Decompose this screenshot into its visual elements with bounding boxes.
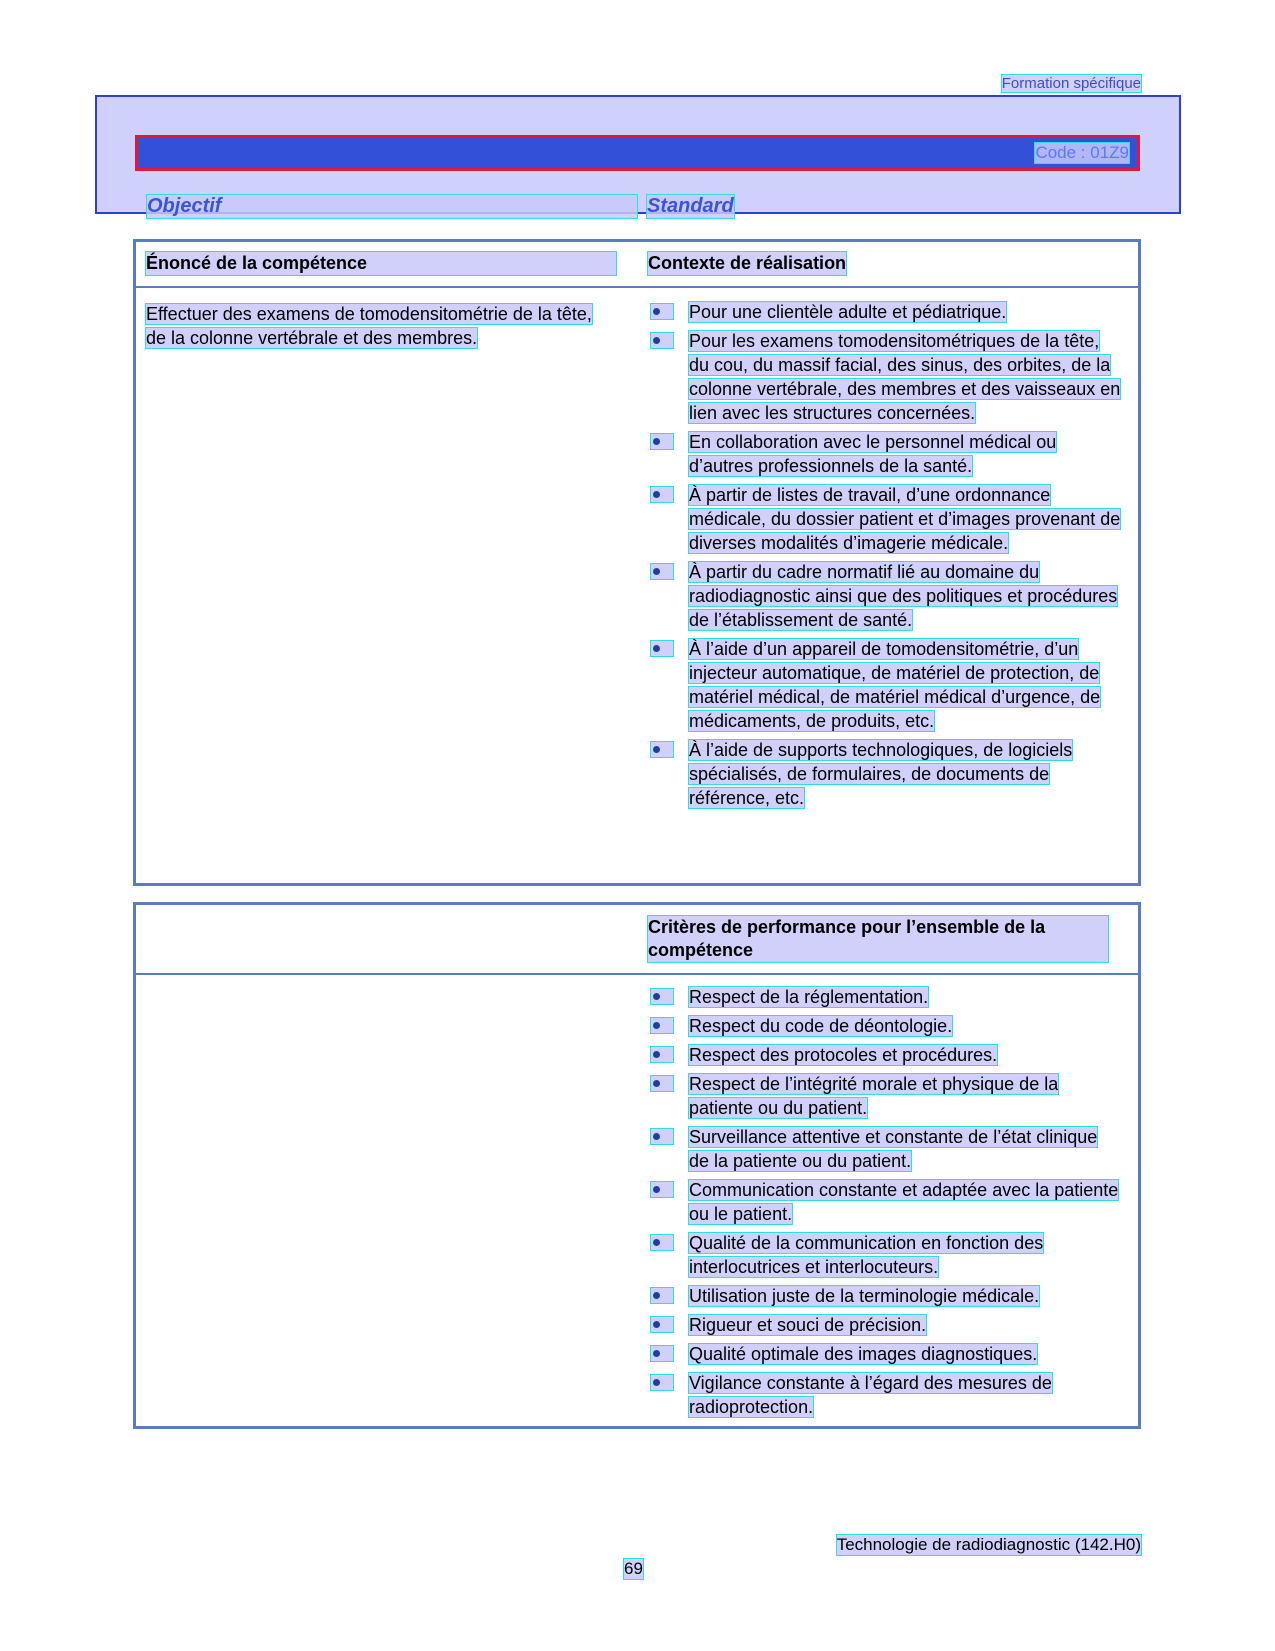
competency-code: Code : 01Z9 xyxy=(1035,143,1129,162)
standard-heading: Standard xyxy=(647,195,734,217)
page-number: 69 xyxy=(624,1559,643,1578)
criteria-panel-header xyxy=(136,905,1138,975)
header-band xyxy=(95,95,1181,217)
context-item: En collaboration avec le personnel médical ou d’autres professionnels de la santé. xyxy=(651,430,1121,478)
context-item: Pour les examens tomodensitométriques de la tête, du cou, du massif facial, des sinus, des orbites, de la colonne vertébrale, des membres et des vaisseaux en lien avec les structures concernées. xyxy=(651,329,1121,425)
criteria-header: Critères de performance pour l’ensemble de la compétence xyxy=(648,916,1108,962)
bullet-icon xyxy=(651,641,673,656)
statement-header: Énoncé de la compétence xyxy=(146,252,616,275)
bullet-icon xyxy=(651,1047,673,1062)
criteria-item: Respect du code de déontologie. xyxy=(651,1014,1121,1038)
objectif-heading: Objectif xyxy=(147,195,637,218)
bullet-icon xyxy=(651,304,673,319)
context-item: Pour une clientèle adulte et pédiatrique. xyxy=(651,300,1121,324)
bullet-icon xyxy=(651,1346,673,1361)
program-footer: Technologie de radiodiagnostic (142.H0) xyxy=(836,1535,1141,1554)
criteria-item: Respect de la réglementation. xyxy=(651,985,1121,1009)
section-label: Formation spécifique xyxy=(1001,75,1141,92)
bullet-icon xyxy=(651,1317,673,1332)
context-list xyxy=(651,300,1121,815)
criteria-item: Rigueur et souci de précision. xyxy=(651,1313,1121,1337)
criteria-item: Qualité optimale des images diagnostiques. xyxy=(651,1342,1121,1366)
context-item: À l’aide de supports technologiques, de logiciels spécialisés, de formulaires, de documents de référence, etc. xyxy=(651,738,1121,810)
bullet-icon xyxy=(651,1182,673,1197)
competency-panel xyxy=(133,239,1141,886)
competency-statement: Effectuer des examens de tomodensitométrie de la tête, de la colonne vertébrale et des membres. xyxy=(146,304,592,348)
bullet-icon xyxy=(651,564,673,579)
bullet-icon xyxy=(651,1375,673,1390)
bullet-icon xyxy=(651,1076,673,1091)
criteria-item: Communication constante et adaptée avec la patiente ou le patient. xyxy=(651,1178,1121,1226)
bullet-icon xyxy=(651,989,673,1004)
context-item: À partir du cadre normatif lié au domaine du radiodiagnostic ainsi que des politiques et procédures de l’établissement de santé. xyxy=(651,560,1121,632)
code-bar xyxy=(135,135,1140,171)
context-item: À partir de listes de travail, d’une ordonnance médicale, du dossier patient et d’images provenant de diverses modalités d’imagerie médicale. xyxy=(651,483,1121,555)
context-header: Contexte de réalisation xyxy=(648,253,847,273)
bullet-icon xyxy=(651,434,673,449)
bullet-icon xyxy=(651,1235,673,1250)
criteria-item: Surveillance attentive et constante de l’état clinique de la patiente ou du patient. xyxy=(651,1125,1121,1173)
criteria-panel xyxy=(133,902,1141,1429)
criteria-item: Respect de l’intégrité morale et physique de la patiente ou du patient. xyxy=(651,1072,1121,1120)
bullet-icon xyxy=(651,1018,673,1033)
context-item: À l’aide d’un appareil de tomodensitométrie, d’un injecteur automatique, de matériel de protection, de matériel médical, de matériel médical d’urgence, de médicaments, de produits, etc. xyxy=(651,637,1121,733)
criteria-item: Qualité de la communication en fonction des interlocutrices et interlocuteurs. xyxy=(651,1231,1121,1279)
criteria-item: Respect des protocoles et procédures. xyxy=(651,1043,1121,1067)
criteria-list xyxy=(651,985,1121,1424)
bullet-icon xyxy=(651,1129,673,1144)
bullet-icon xyxy=(651,333,673,348)
criteria-item: Utilisation juste de la terminologie médicale. xyxy=(651,1284,1121,1308)
bullet-icon xyxy=(651,742,673,757)
bullet-icon xyxy=(651,487,673,502)
bullet-icon xyxy=(651,1288,673,1303)
criteria-item: Vigilance constante à l’égard des mesures de radioprotection. xyxy=(651,1371,1121,1419)
competency-panel-header xyxy=(136,242,1138,288)
